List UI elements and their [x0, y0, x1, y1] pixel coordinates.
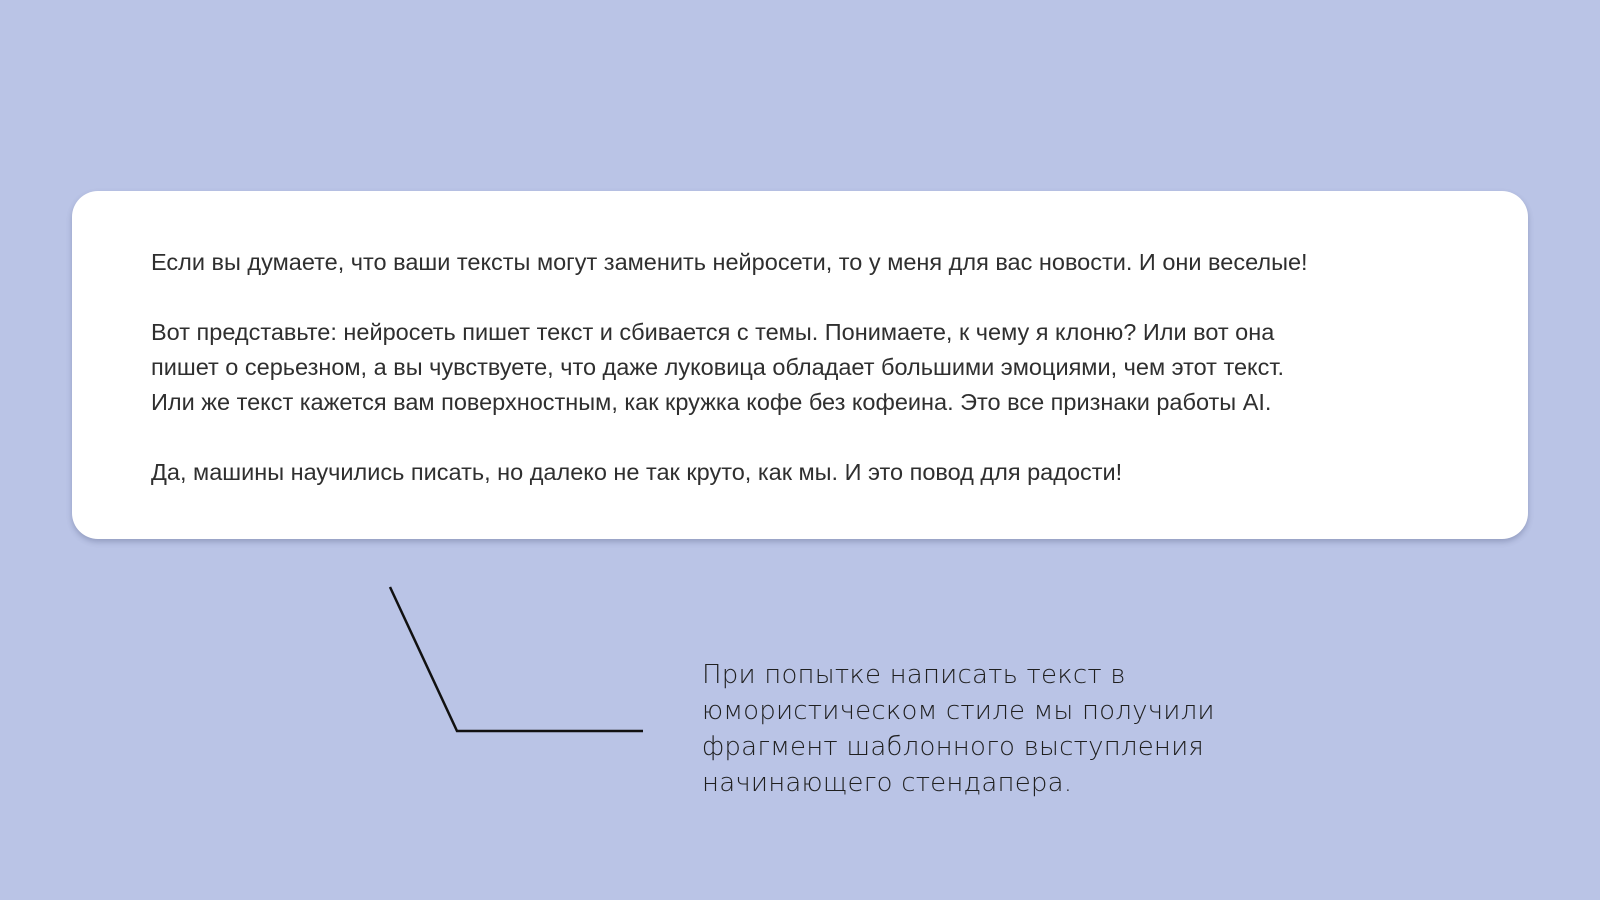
annotation-caption: При попытке написать текст в юмористическом стиле мы получили фрагмент шаблонного выступления начинающего стендапера. [702, 660, 1215, 798]
card-paragraph-1: Если вы думаете, что ваши тексты могут заменить нейросети, то у меня для вас новости. И они веселые! [151, 249, 1308, 275]
connector-polyline [390, 587, 643, 731]
card-paragraph-2: Вот представьте: нейросеть пишет текст и сбивается с темы. Понимаете, к чему я клоню? Или вот она пишет о серьезном, а вы чувствуете, что даже луковица обладает большими эмоциями, чем этот текст. Или же текст кажется вам поверхностным, как кружка кофе без кофеина. Это все признаки работы AI. [151, 319, 1285, 415]
card-paragraph-3: Да, машины научились писать, но далеко не так круто, как мы. И это повод для радости! [151, 459, 1123, 485]
